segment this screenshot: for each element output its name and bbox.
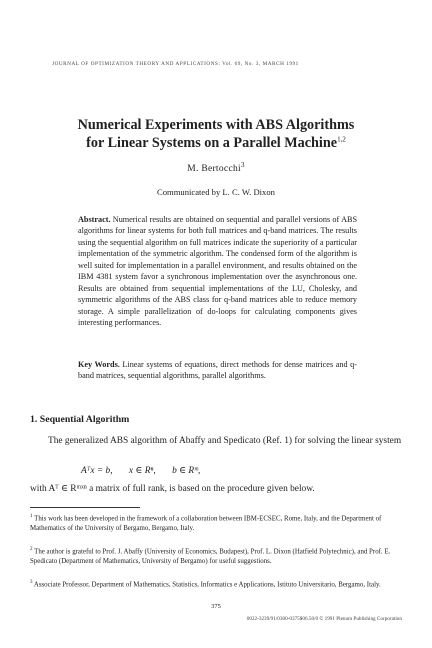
- equation-lhs: Aᵀx = b,: [81, 466, 113, 476]
- journal-header: JOURNAL OF OPTIMIZATION THEORY AND APPLICATIONS: Vol. 69, No. 3, MARCH 1991: [52, 61, 299, 67]
- footnote-3-text: Associate Professor, Department of Mathematics, Statistics, Informatics e Applications, Istituto Universitario, Bergamo, Italy.: [33, 581, 381, 589]
- footnote-3-mark: 3: [30, 580, 33, 585]
- footnote-1: [30, 512, 402, 533]
- footnote-1-text: This work has been developed in the framework of a collaboration between IBM-ECSEC, Rome, Italy, and the Department of Mathematics of the University of Bergamo, Bergamo, Italy.: [30, 515, 382, 532]
- keywords-text: Linear systems of equations, direct methods for dense matrices and q-band matrices, sequential algorithms, parallel algorithms.: [78, 360, 357, 381]
- footnote-3: [30, 578, 402, 590]
- body-paragraph-2: with Aᵀ ∈ Rᵐˣⁿ a matrix of full rank, is based on the procedure given below.: [30, 484, 315, 494]
- copyright-line: 0022-3239/91/0300-0375$06.50/0 © 1991 Plenum Publishing Corporation: [246, 616, 402, 622]
- title-line-2: for Linear Systems on a Parallel Machine: [86, 135, 338, 151]
- body-paragraph-1: The generalized ABS algorithm of Abaffy and Spedicato (Ref. 1) for solving the linear system: [48, 436, 402, 446]
- section-heading: 1. Sequential Algorithm: [30, 414, 130, 425]
- title-footnote-mark: 1,2: [337, 135, 346, 144]
- abstract: [78, 214, 357, 329]
- footnote-2: [30, 545, 402, 566]
- footnote-2-mark: 2: [30, 547, 33, 552]
- author-footnote-mark: 3: [240, 160, 245, 169]
- equation: [81, 465, 200, 476]
- keywords: [78, 359, 357, 382]
- equation-domain-b: b ∈ Rᵐ,: [172, 466, 201, 476]
- abstract-label: Abstract.: [78, 215, 111, 224]
- page-number: 375: [211, 603, 221, 610]
- paper-title: [40, 116, 392, 152]
- title-line-1: Numerical Experiments with ABS Algorithms: [77, 117, 355, 133]
- author: [40, 160, 392, 174]
- equation-domain-x: x ∈ Rⁿ,: [128, 466, 156, 476]
- footnote-1-mark: 1: [30, 514, 33, 519]
- author-name: M. Bertocchi: [187, 164, 241, 174]
- abstract-text: Numerical results are obtained on sequential and parallel versions of ABS algorithms for linear systems for both full matrices and q-band matrices. The results using the sequential algorithm on full matrices indicate the superiority of a particular implementation of the symmetric algorithm. The condensed form of the algorithm is well suited for implementation in a parallel environment, and results obtained on the IBM 4381 system favor a synchronous implementation over the asynchronous one. Results are obtained from sequential implementations of the LU, Cholesky, and symmetric algorithms of the ABS class for q-band matrices able to reduce memory storage. A simple parallelization of do-loops for calculating components gives interesting performances.: [78, 215, 358, 328]
- footnote-rule: [30, 507, 140, 508]
- keywords-label: Key Words.: [78, 360, 120, 369]
- footnote-2-text: The author is grateful to Prof. J. Abaffy (University of Economics, Budapest), Prof. L. Dixon (Hatfield Polytechnic), and Prof. E. Spedicato (Department of Mathematics, University of Bergamo) for useful suggestions.: [30, 548, 391, 565]
- communicated-by: Communicated by L. C. W. Dixon: [157, 187, 275, 197]
